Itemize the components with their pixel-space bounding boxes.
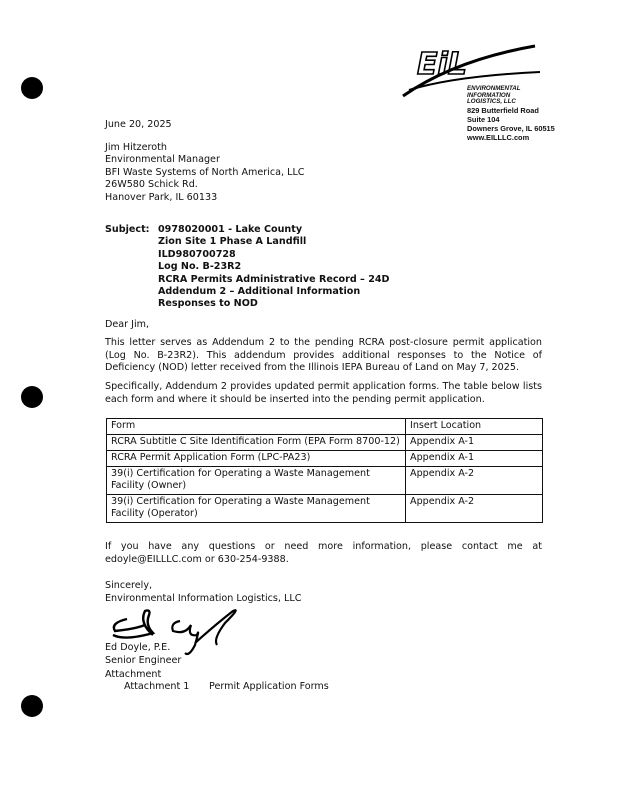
closing: Sincerely, (105, 580, 153, 591)
location-cell: Appendix A-2 (406, 495, 543, 523)
location-cell: Appendix A-1 (406, 451, 543, 467)
company-line: ENVIRONMENTAL (467, 85, 521, 92)
paragraph-forms: Specifically, Addendum 2 provides updated permit application forms. The table below lists each form and where it should be inserted into the pending permit application. (105, 381, 542, 405)
forms-table (106, 418, 543, 523)
subject-line: Zion Site 1 Phase A Landfill (158, 236, 307, 248)
signer-name: Ed Doyle, P.E. (105, 642, 171, 653)
website: www.EILLLC.com (467, 132, 530, 142)
punch-hole (21, 77, 43, 99)
company-line: INFORMATION (467, 91, 511, 99)
recipient-title: Environmental Manager (105, 154, 220, 166)
recipient-street: 26W580 Schick Rd. (105, 179, 198, 191)
address-line: 829 Butterfield Road (467, 105, 539, 115)
form-cell: RCRA Subtitle C Site Identification Form (EPA Form 8700-12) (107, 435, 406, 451)
table-row (107, 495, 543, 523)
subject-line: Responses to NOD (158, 298, 258, 310)
location-cell: Appendix A-2 (406, 467, 543, 495)
column-header-form: Form (107, 419, 406, 435)
salutation: Dear Jim, (105, 319, 150, 330)
paragraph-contact: If you have any questions or need more information, please contact me at edoyle@EILLLC.com or 630-254-9388. (105, 541, 542, 565)
recipient-name: Jim Hitzeroth (105, 142, 167, 153)
subject-block (158, 224, 390, 311)
form-cell: RCRA Permit Application Form (LPC-PA23) (107, 451, 406, 467)
form-cell: 39(i) Certification for Operating a Waste Management Facility (Operator) (107, 495, 406, 523)
subject-line: ILD980700728 (158, 248, 236, 260)
attachment-title: Permit Application Forms (209, 681, 329, 692)
attachment-label: Attachment (105, 669, 162, 680)
table-row (107, 435, 543, 451)
company-line: LOGISTICS, LLC (467, 98, 516, 105)
signer-title: Senior Engineer (105, 655, 182, 666)
address-line: Downers Grove, IL 60515 (467, 123, 555, 133)
letter-date: June 20, 2025 (105, 119, 172, 130)
attachment-id: Attachment 1 (124, 681, 190, 692)
subject-line: Log No. B-23R2 (158, 261, 242, 273)
recipient-block (105, 142, 305, 204)
svg-text:EiL: EiL (417, 47, 467, 82)
paragraph-intro: This letter serves as Addendum 2 to the pending RCRA post-closure permit application (Log No. B-23R2). This addendum provides additional responses to the Notice of Deficiency (NOD) letter received from the Illinois IEPA Bureau of Land on May 7, 2025. (105, 337, 542, 373)
subject-line: RCRA Permits Administrative Record – 24D (158, 273, 390, 285)
punch-hole (21, 695, 43, 717)
table-header-row (107, 419, 543, 435)
closing-company: Environmental Information Logistics, LLC (105, 593, 302, 604)
location-cell: Appendix A-1 (406, 435, 543, 451)
address-line: Suite 104 (467, 114, 500, 124)
column-header-location: Insert Location (406, 419, 543, 435)
subject-line: 0978020001 - Lake County (158, 224, 303, 235)
recipient-company: BFI Waste Systems of North America, LLC (105, 166, 305, 178)
recipient-city: Hanover Park, IL 60133 (105, 191, 218, 203)
table-row (107, 467, 543, 495)
punch-hole (21, 386, 43, 408)
letterhead-address (467, 86, 555, 142)
form-cell: 39(i) Certification for Operating a Waste Management Facility (Owner) (107, 467, 406, 495)
subject-label: Subject: (105, 224, 150, 235)
subject-line: Addendum 2 – Additional Information (158, 286, 361, 298)
table-row (107, 451, 543, 467)
